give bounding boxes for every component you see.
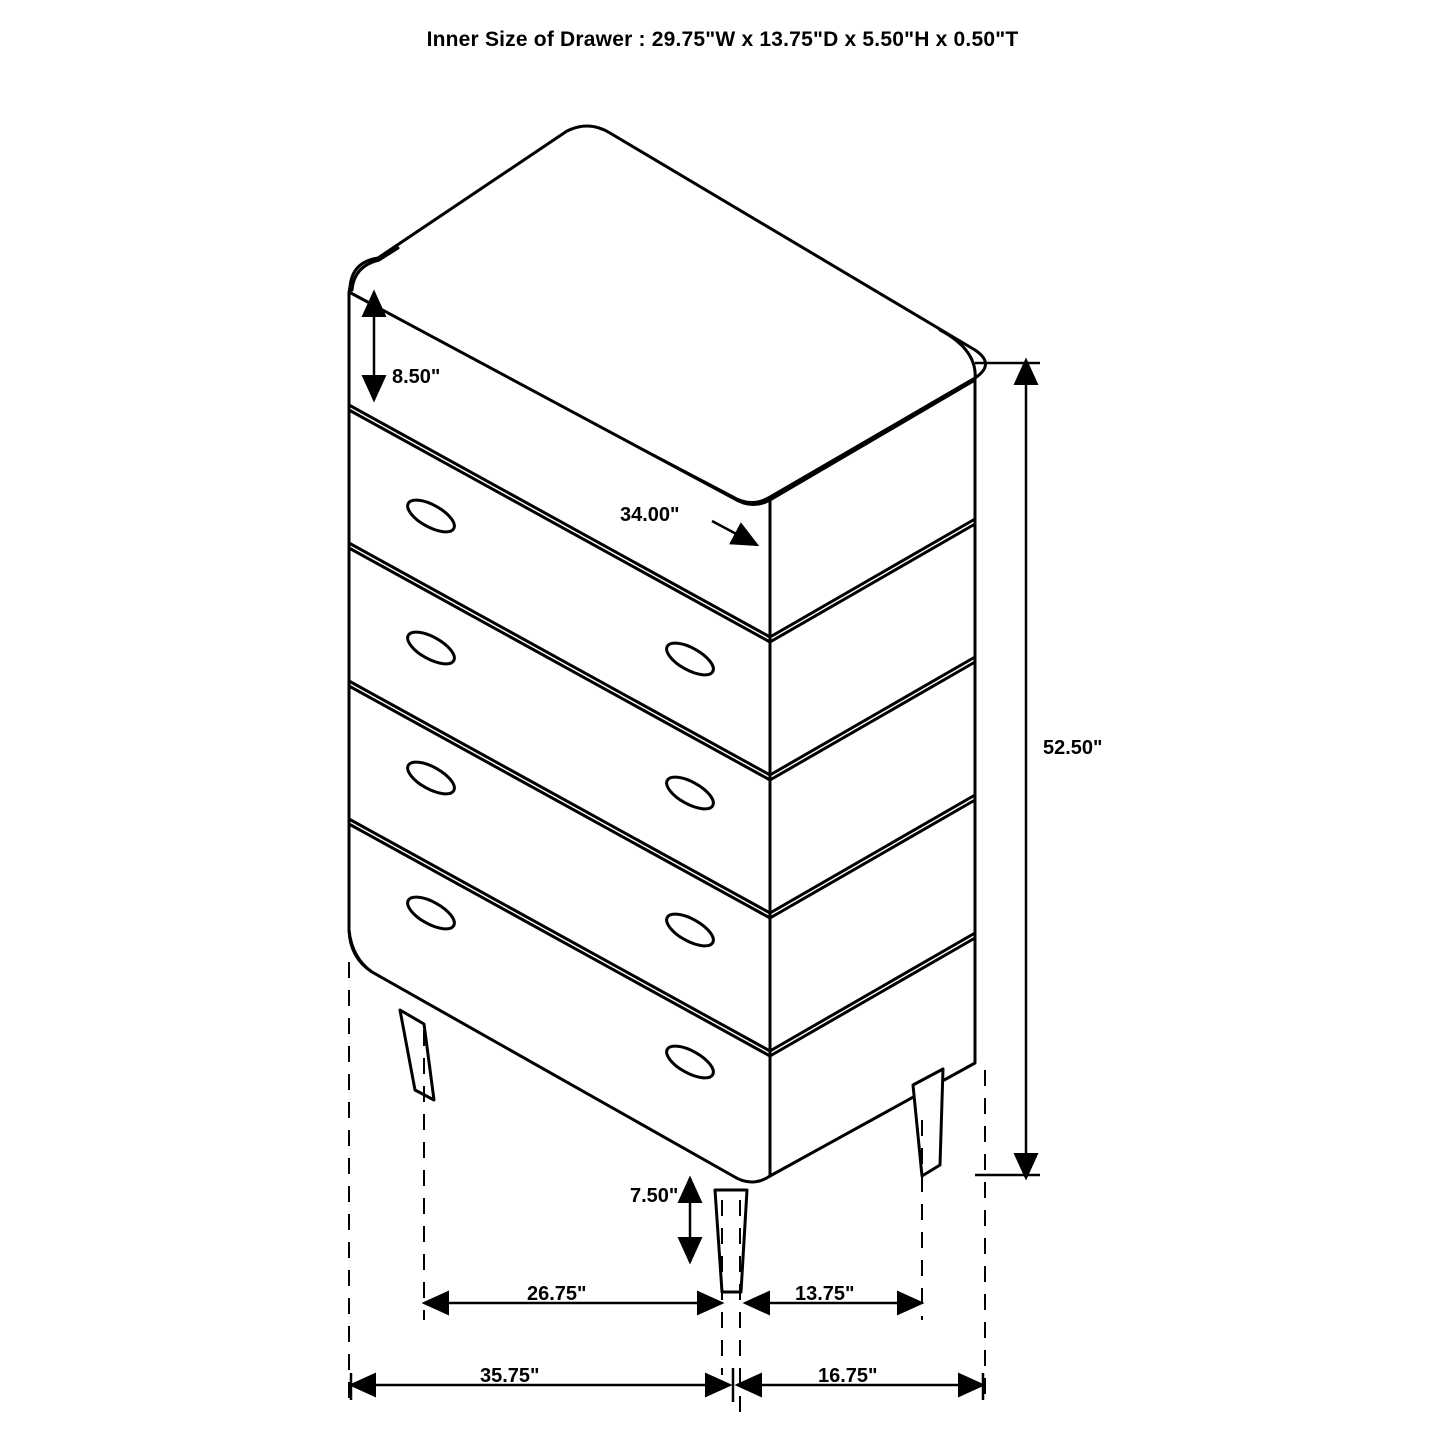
dim-label-side-base-depth: 13.75" bbox=[795, 1283, 855, 1305]
dim-label-front-base-width: 26.75" bbox=[527, 1283, 587, 1305]
dim-label-leg-height: 7.50" bbox=[630, 1185, 679, 1207]
leg-front-right bbox=[715, 1190, 747, 1292]
dim-row-outer bbox=[351, 1368, 983, 1402]
dim-label-overall-side-depth: 16.75" bbox=[818, 1365, 878, 1387]
leg-back-right bbox=[913, 1069, 943, 1176]
dim-label-top-panel: 8.50" bbox=[392, 366, 441, 388]
dim-label-front-width: 34.00" bbox=[620, 504, 680, 526]
dim-label-overall-front-width: 35.75" bbox=[480, 1365, 540, 1387]
leg-front-left bbox=[400, 1010, 434, 1100]
side-face bbox=[770, 380, 975, 1176]
dim-label-overall-height: 52.50" bbox=[1043, 737, 1103, 759]
page-title: Inner Size of Drawer : 29.75"W x 13.75"D x 5.50"H x 0.50"T bbox=[426, 28, 1019, 51]
dim-overall-height bbox=[975, 360, 1040, 1178]
